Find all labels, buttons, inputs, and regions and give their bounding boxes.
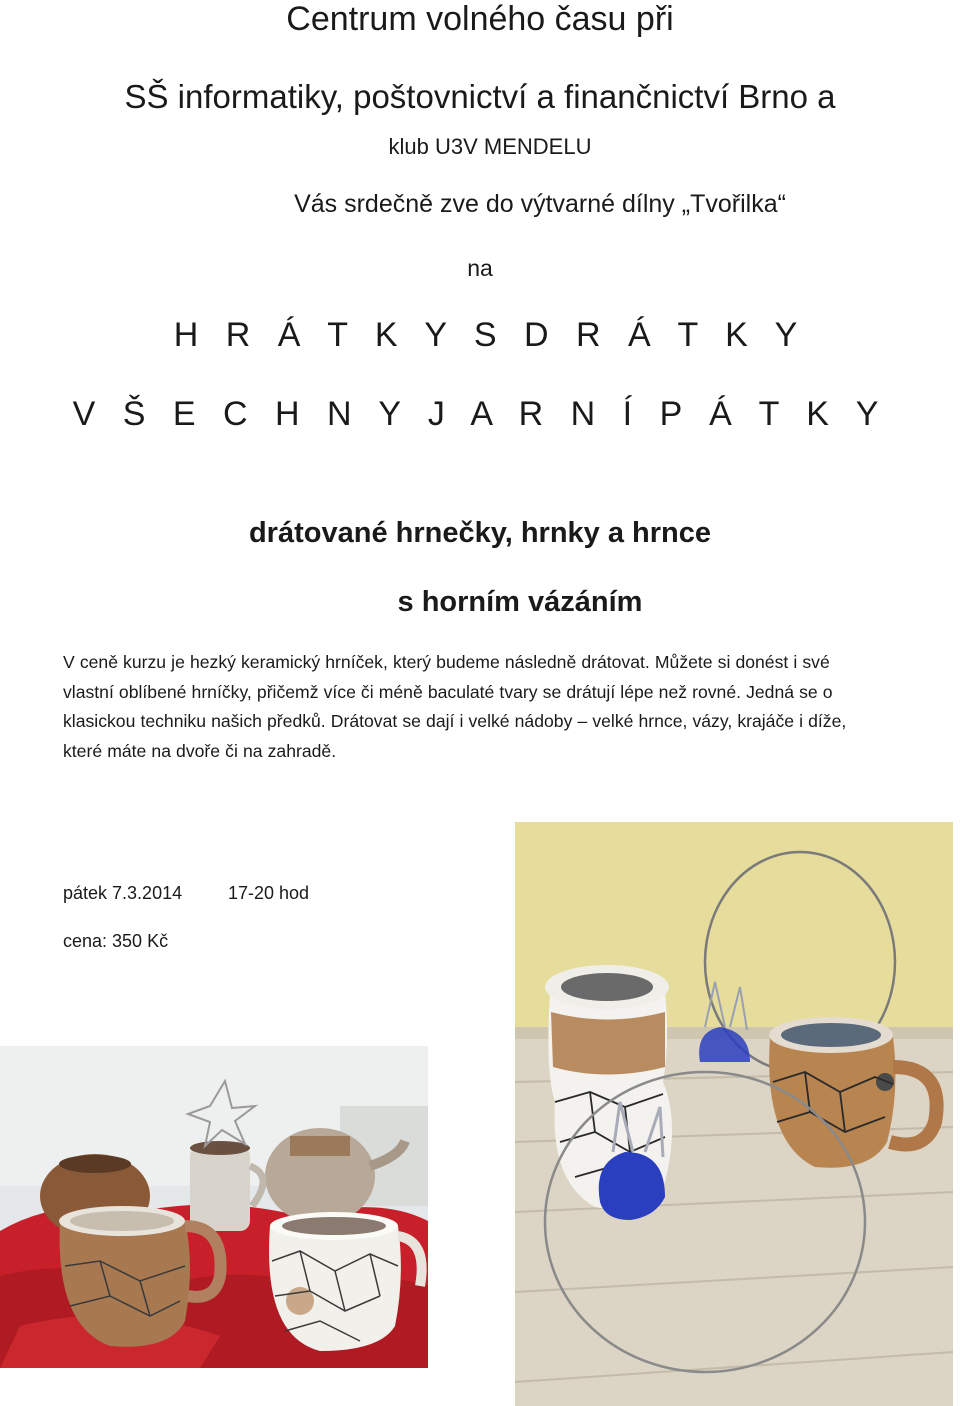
subtitle-line-2: s horním vázáním: [397, 586, 643, 618]
description-line: vlastní oblíbené hrníčky, přičemž více či méně baculaté tvary se drátují lépe než rovné. Jedná se o: [63, 681, 833, 702]
event-time: 17-20 hod: [228, 883, 310, 903]
description-paragraph: [63, 648, 923, 766]
header-line-2: SŠ informatiky, poštovnictví a finančnictví Brno a: [124, 78, 836, 115]
invitation-na: na: [467, 255, 493, 281]
header-line-1: Centrum volného času při: [286, 0, 674, 38]
header-line-3: klub U3V MENDELU: [388, 134, 592, 159]
photo-mugs-on-red-cloth: [0, 1046, 428, 1368]
event-schedule: [63, 883, 310, 904]
title-line-2: V Š E C H N Y J A R N Í P Á T K Y: [72, 395, 888, 433]
event-price: cena: 350 Kč: [63, 931, 169, 951]
description-line: které máte na dvoře či na zahradě.: [63, 740, 337, 761]
photo-mugs-illustration: [0, 1046, 428, 1368]
invitation-line: Vás srdečně zve do výtvarné dílny „Tvořilka“: [294, 190, 786, 218]
event-date: pátek 7.3.2014: [63, 883, 183, 903]
description-line: klasickou techniku našich předků. Drátovat se dají i velké nádoby – velké hrnce, vázy, krajáče i díže,: [63, 711, 847, 731]
description-line: V ceně kurzu je hezký keramický hrníček, který budeme následně drátovat. Můžete si donést i své: [63, 652, 830, 672]
photo-mugs-on-table: [515, 822, 953, 1406]
photo-table-illustration: [515, 822, 953, 1406]
subtitle-line-1: drátované hrnečky, hrnky a hrnce: [248, 517, 712, 549]
title-line-1: H R Á T K Y S D R Á T K Y: [173, 316, 807, 354]
